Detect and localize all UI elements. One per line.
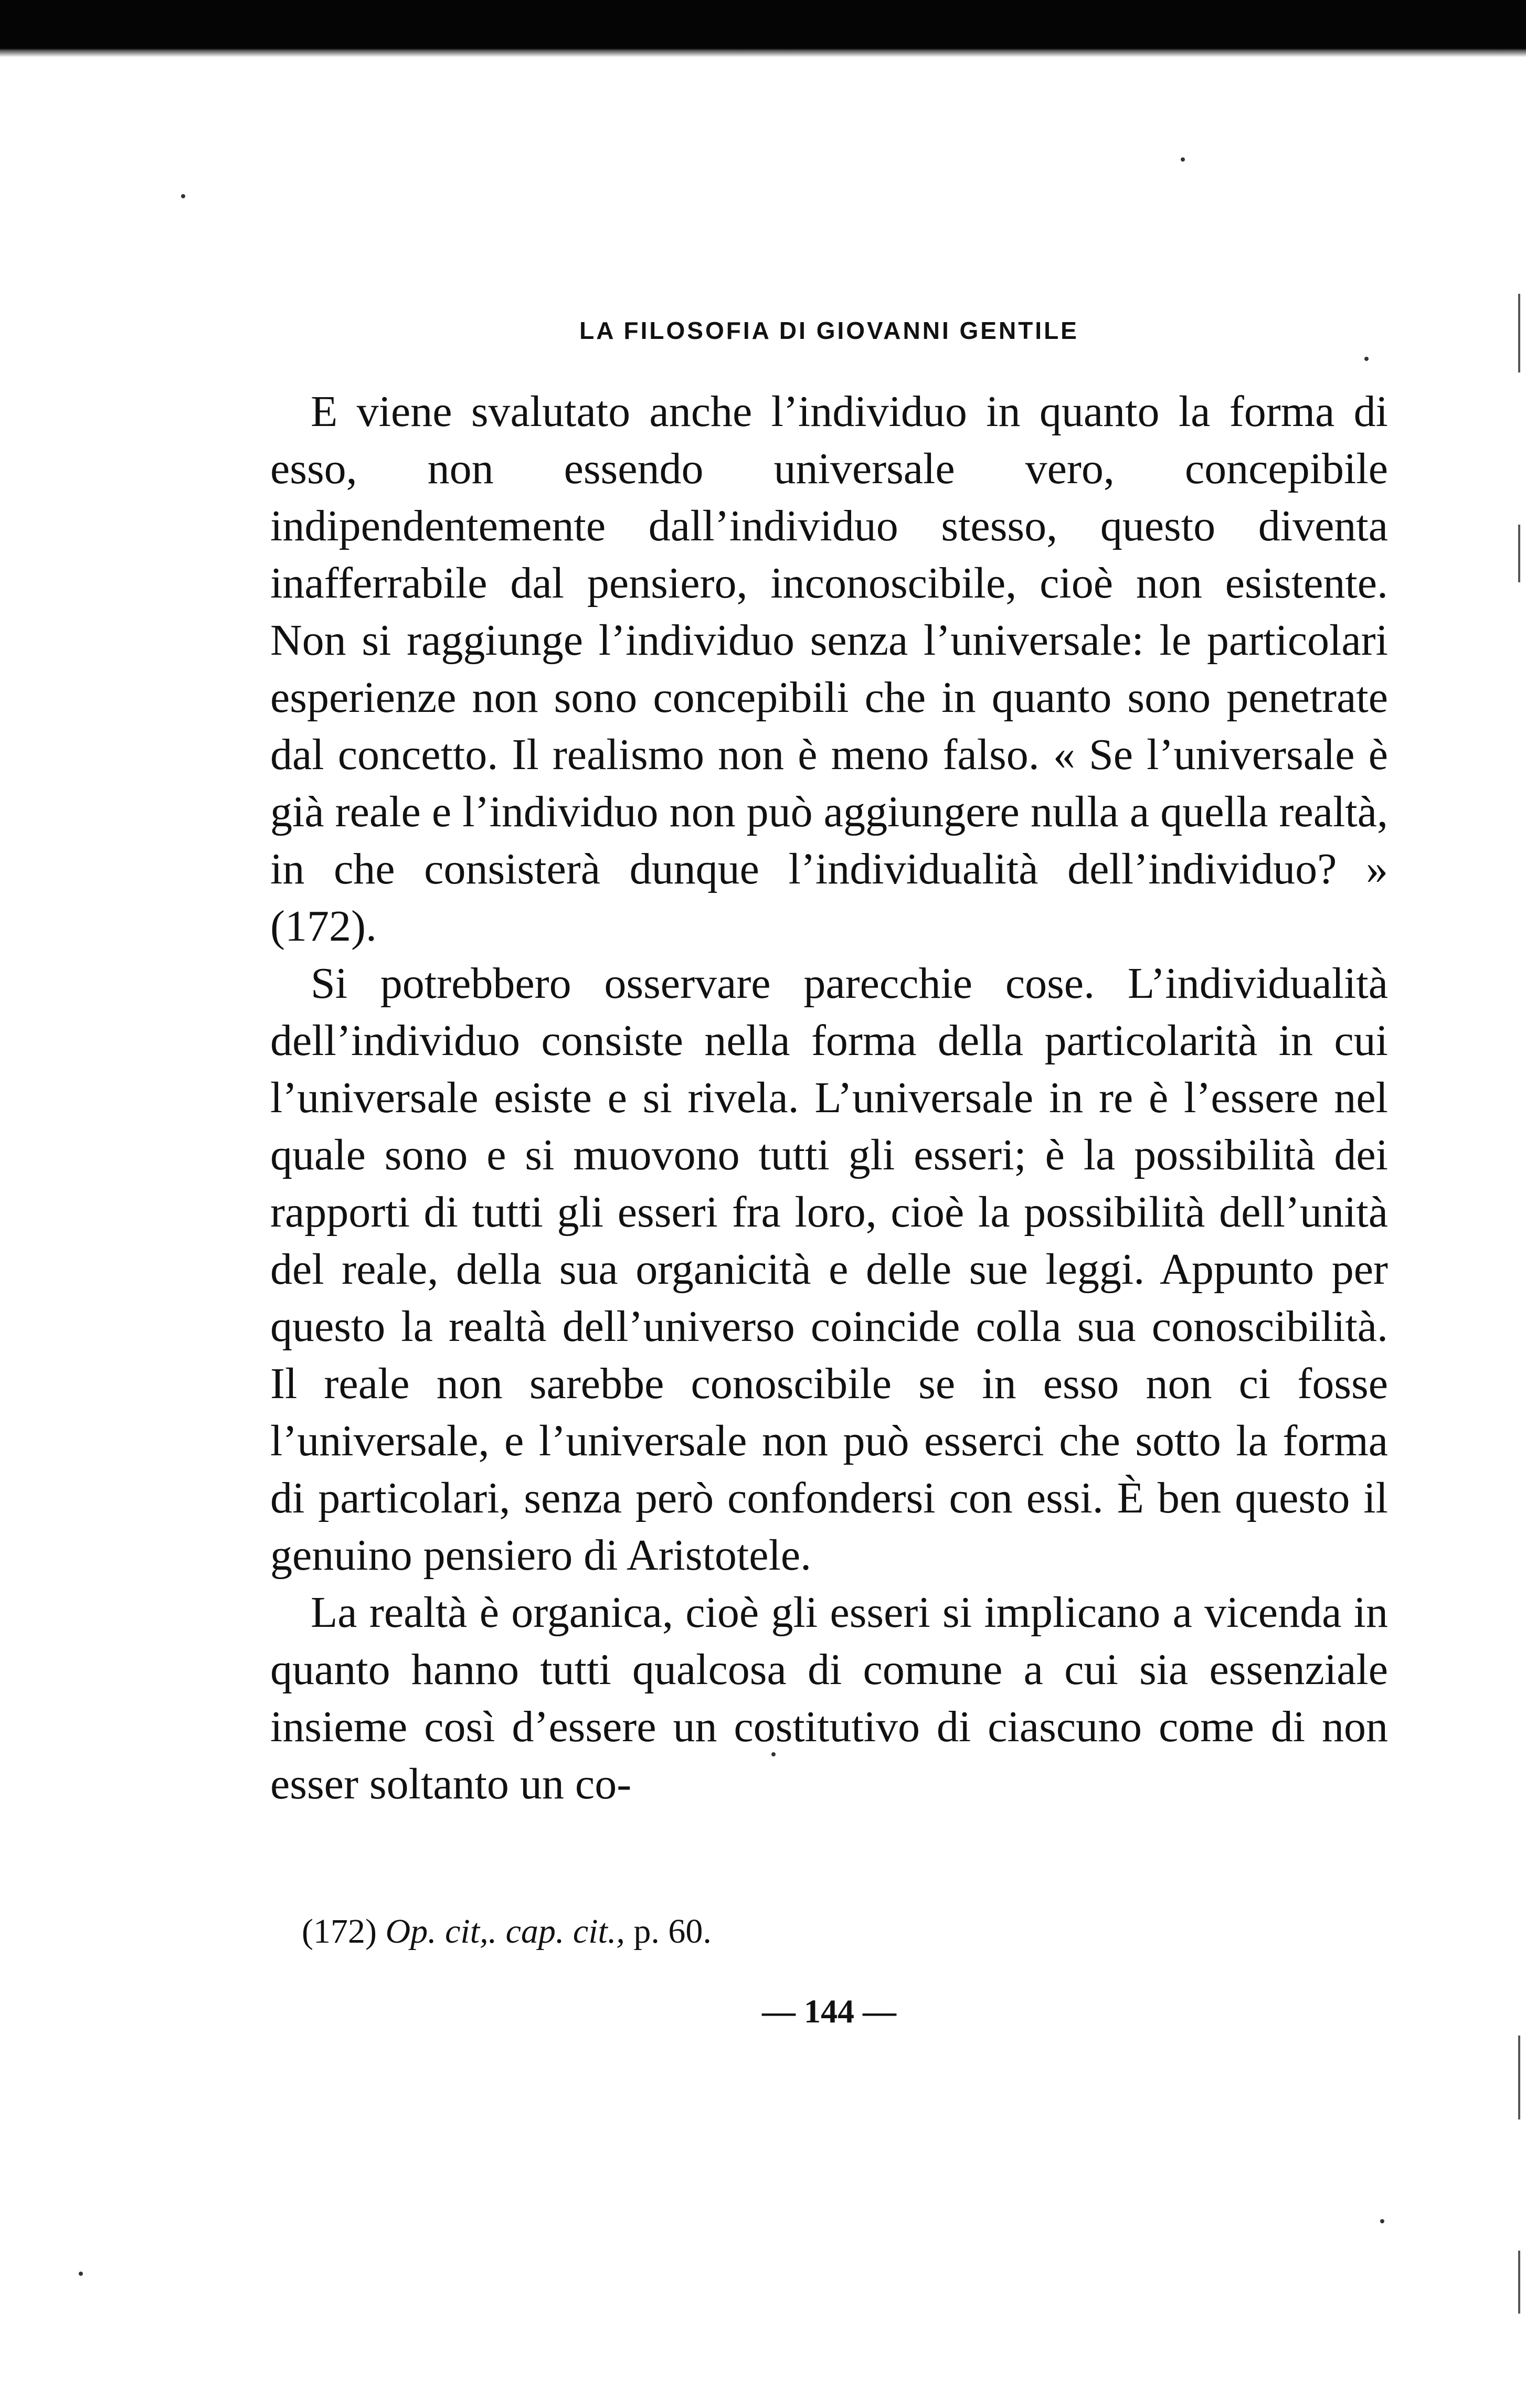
footnote-number: (172) [302,1912,377,1951]
scan-speck [79,2272,83,2276]
page-number: — 144 — [762,1993,896,2030]
scan-speck [1181,157,1185,162]
scan-margin-rule [1518,294,1520,372]
scan-speck [181,194,185,198]
footnote-reference: Op. cit,. cap. cit., [385,1912,625,1951]
scan-margin-rule [1518,525,1520,582]
body-text [270,383,1388,1813]
paragraph: E viene svalutato anche l’individuo in quanto la forma di esso, non essendo universale vero, concepibile indipendentemente dall’individuo stesso, questo diventa inafferrabile dal pensiero, inconoscibile, cioè non esistente. Non si raggiunge l’individuo senza l’universale: le particolari esperienze non sono concepibili che in quanto sono penetrate dal concetto. Il realismo non è meno falso. « Se l’universale è già reale e l’individuo non può aggiungere nulla a quella realtà, in che consisterà dunque l’individualità dell’individuo? » (172). [270,387,1388,951]
scan-margin-rule [1518,2251,1520,2314]
footnote-page: p. 60. [633,1912,712,1951]
scan-speck [1380,2219,1384,2223]
scan-top-edge [0,0,1526,50]
paragraph: Si potrebbero osservare parecchie cose. L’individualità dell’individuo consiste nella forma della particolarità in cui l’universale esiste e si rivela. L’universale in re è l’essere nel quale sono e si muovono tutti gli esseri; è la possibilità dei rapporti di tutti gli esseri fra loro, cioè la possibilità dell’unità del reale, della sua organicità e delle sue leggi. Appunto per questo la realtà dell’universo coincide colla sua conoscibilità. Il reale non sarebbe conoscibile se in esso non ci fosse l’universale, e l’universale non può esserci che sotto la forma di particolari, senza però confondersi con essi. È ben questo il genuino pensiero di Aristotele. [270,959,1388,1580]
footnote [270,1908,1388,1955]
paragraph: La realtà è organica, cioè gli esseri si implicano a vicenda in quanto hanno tutti qualcosa di comune a cui sia essenziale insieme così d’essere un costitutivo di ciascuno come di non esser soltanto un co- [270,1588,1388,1808]
book-page [270,307,1388,2035]
running-head: LA FILOSOFIA DI GIOVANNI GENTILE [579,317,1079,344]
scan-margin-rule [1518,2036,1520,2119]
